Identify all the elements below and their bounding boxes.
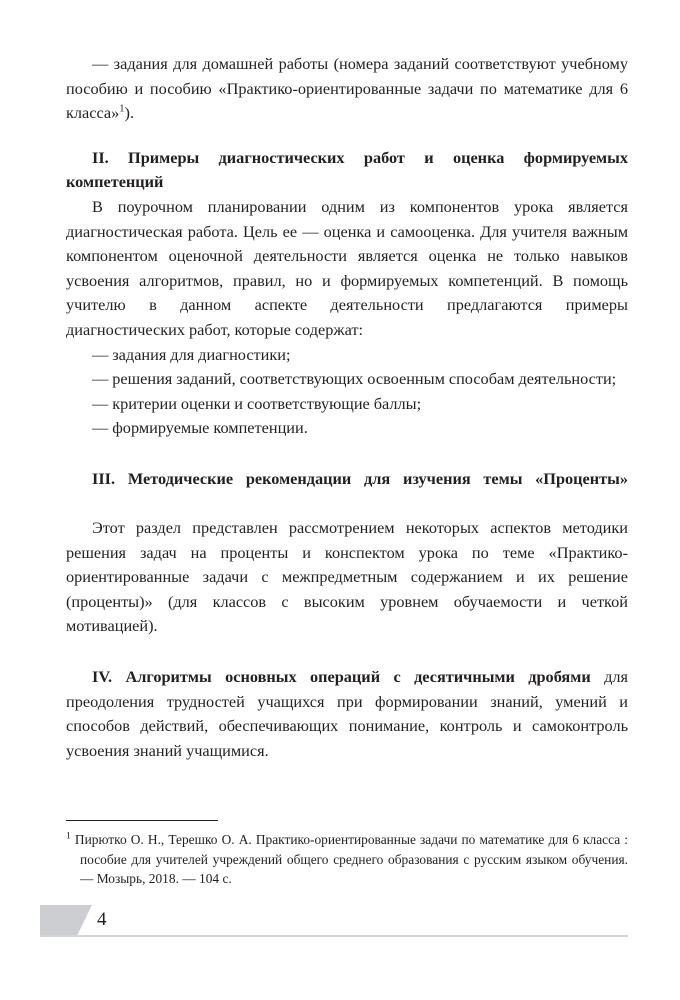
spacer bbox=[66, 126, 628, 146]
section-2-list-item-2: — решения заданий, соответствующих освоенным способам деятельности; bbox=[92, 369, 617, 389]
footnote-number: 1 bbox=[66, 830, 71, 842]
section-2-list-item-4: — формируемые компетенции. bbox=[92, 418, 308, 438]
section-4-paragraph-rest: для преодоления трудностей учащихся при формировании знаний, умений и способов действий, обеспечивающих понимание, контроль и самоконтроль усвоения знаний учащимися. bbox=[66, 667, 629, 760]
section-3-heading bbox=[66, 467, 628, 516]
homework-tasks-text: — задания для домашней работы (номера заданий соответствуют учебному пособию и пособию «Практико-ориентированные задачи по математике для 6 класса» bbox=[66, 54, 628, 123]
footnote-block bbox=[66, 820, 628, 889]
section-2-list-item-3: — критерии оценки и соответствующие баллы; bbox=[92, 393, 422, 413]
footer-divider-rule bbox=[40, 935, 628, 937]
homework-tasks-tail: ). bbox=[124, 103, 135, 123]
footnote-citation-text: Пирютко О. Н., Терешко О. А. Практико-ориентированные задачи по математике для 6 класса : пособие для учителей учреждений общего среднего образования с русским языком обучения. — Мозырь, 2018. — 104 с. bbox=[74, 832, 628, 887]
spacer bbox=[66, 639, 628, 665]
footnote-entry bbox=[66, 830, 628, 889]
spacer bbox=[66, 441, 628, 467]
page-number: 4 bbox=[97, 909, 107, 930]
section-2-heading: II. Примеры диагностических работ и оценка формируемых компетенций bbox=[66, 147, 628, 192]
section-4-heading-bold: IV. Алгоритмы основных операций с десятичными дробями bbox=[92, 667, 591, 687]
page-footer bbox=[0, 903, 680, 947]
homework-tasks-paragraph bbox=[66, 52, 628, 126]
section-2-paragraph: В поурочном планировании одним из компонентов урока является диагностическая работа. Цель ее — оценка и самооценка. Для учителя важным компонентом оценочной деятельности является оценка не только навыков усвоения алгоритмов, правил, но и формируемых компетенций. В помощь учителю в данном аспекте деятельности предлагаются примеры диагностических работ, которые содержат: bbox=[66, 196, 628, 339]
footnote-separator-rule bbox=[66, 820, 218, 821]
section-4-paragraph bbox=[66, 665, 628, 763]
section-3-paragraph: Этот раздел представлен рассмотрением некоторых аспектов методики решения задач на проценты и конспектом урока по теме «Практико-ориентированные задачи с межпредметным содержанием и их решение (проценты)» (для классов с высоким уровнем обучаемости и четкой мотивацией). bbox=[66, 518, 628, 636]
section-2-list-item-1: — задания для диагностики; bbox=[92, 344, 291, 364]
footer-decorative-tab bbox=[40, 905, 92, 935]
page-content bbox=[66, 52, 628, 763]
footnote-reference-marker: 1 bbox=[119, 103, 125, 115]
section-3-heading-text: III. Методические рекомендации для изучения темы «Проценты» bbox=[92, 468, 628, 488]
